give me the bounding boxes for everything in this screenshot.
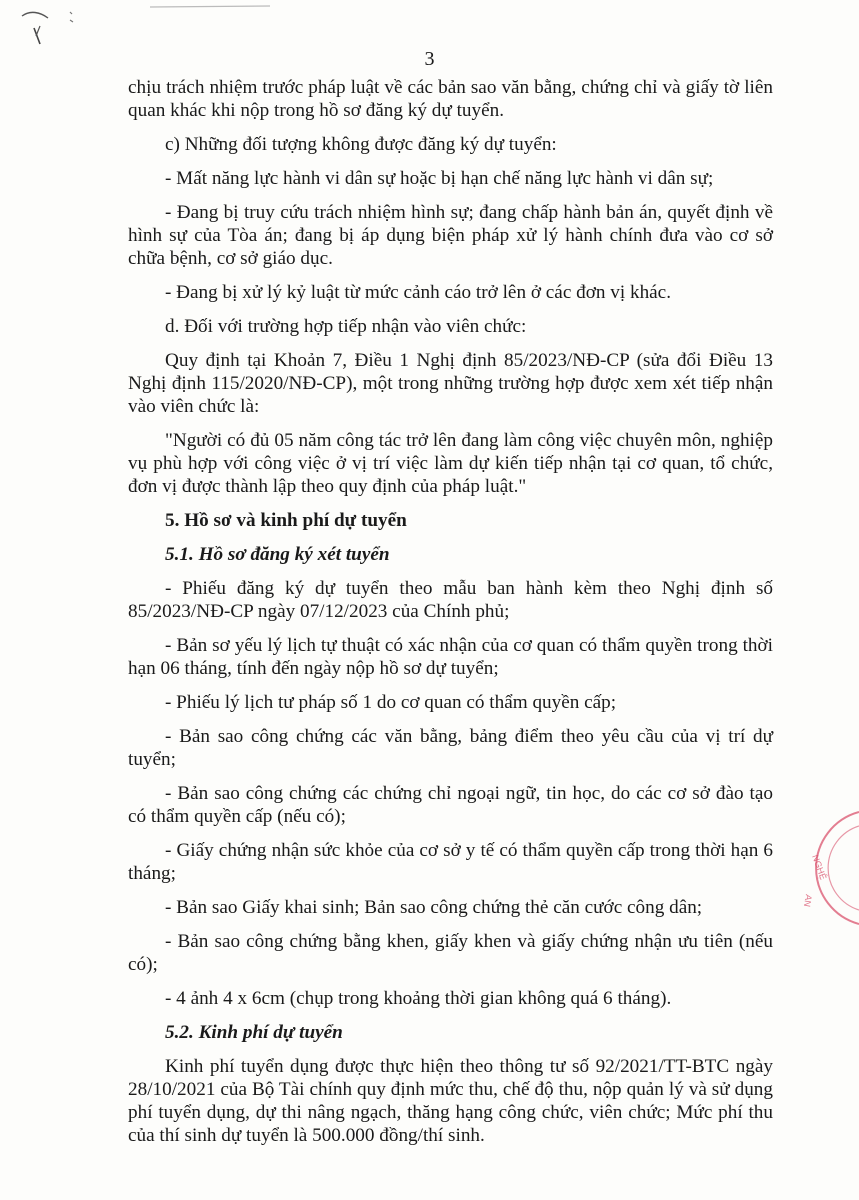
svg-text:NGHỆ: NGHỆ bbox=[810, 853, 829, 882]
svg-text:AN: AN bbox=[801, 893, 814, 908]
seal-stamp-fragment bbox=[782, 808, 859, 928]
section-5-title: 5. Hồ sơ và kinh phí dự tuyển bbox=[165, 510, 407, 531]
section-5-2-title: 5.2. Kinh phí dự tuyển bbox=[165, 1022, 343, 1043]
dossier-item: - Bản sao công chứng các văn bằng, bảng điểm theo yêu cầu của vị trí dự tuyển; bbox=[128, 726, 773, 770]
paragraph-transfer-heading: d. Đối với trường hợp tiếp nhận vào viên chức: bbox=[165, 316, 527, 337]
dossier-item: - Bản sao công chứng bằng khen, giấy khen và giấy chứng nhận ưu tiên (nếu có); bbox=[128, 931, 773, 975]
paragraph-transfer-quote: "Người có đủ 05 năm công tác trở lên đang làm công việc chuyên môn, nghiệp vụ phù hợp với công việc ở vị trí việc làm dự kiến tiếp nhận tại cơ quan, tổ chức, đơn vị được thành lập theo quy định của pháp luật." bbox=[128, 430, 773, 497]
paragraph-ineligible-item: - Đang bị xử lý kỷ luật từ mức cảnh cáo trở lên ở các đơn vị khác. bbox=[165, 282, 671, 303]
dossier-item: - Phiếu lý lịch tư pháp số 1 do cơ quan có thẩm quyền cấp; bbox=[165, 692, 617, 713]
dossier-item: - Giấy chứng nhận sức khỏe của cơ sở y tế có thẩm quyền cấp trong thời hạn 6 tháng; bbox=[128, 840, 773, 884]
paragraph-ineligible-item: - Đang bị truy cứu trách nhiệm hình sự; đang chấp hành bản án, quyết định về hình sự của Tòa án; đang bị áp dụng biện pháp xử lý hành chính đưa vào cơ sở chữa bệnh, cơ sở giáo dục. bbox=[128, 202, 773, 269]
section-5-1-title: 5.1. Hồ sơ đăng ký xét tuyển bbox=[165, 544, 390, 565]
dossier-item: - Bản sơ yếu lý lịch tự thuật có xác nhận của cơ quan có thẩm quyền trong thời hạn 06 tháng, tính đến ngày nộp hồ sơ dự tuyển; bbox=[128, 635, 773, 679]
paragraph-ineligible-item: - Mất năng lực hành vi dân sự hoặc bị hạn chế năng lực hành vi dân sự; bbox=[165, 168, 714, 189]
dossier-item: - 4 ảnh 4 x 6cm (chụp trong khoảng thời gian không quá 6 tháng). bbox=[165, 988, 672, 1009]
paragraph-transfer-rule: Quy định tại Khoản 7, Điều 1 Nghị định 85/2023/NĐ-CP (sửa đổi Điều 13 Nghị định 115/2020/NĐ-CP), một trong những trường hợp được xem xét tiếp nhận vào viên chức là: bbox=[128, 350, 773, 417]
paragraph-ineligible-heading: c) Những đối tượng không được đăng ký dự tuyển: bbox=[165, 134, 557, 155]
document-body bbox=[128, 76, 773, 1158]
page-number: 3 bbox=[424, 48, 435, 70]
fee-paragraph: Kinh phí tuyển dụng được thực hiện theo thông tư số 92/2021/TT-BTC ngày 28/10/2021 của Bộ Tài chính quy định mức thu, chế độ thu, nộp quản lý và sử dụng phí tuyển dụng, dự thi nâng ngạch, thăng hạng công chức, viên chức; Mức phí thu của thí sinh dự tuyển là 500.000 đồng/thí sinh. bbox=[128, 1056, 773, 1146]
dossier-item: - Bản sao công chứng các chứng chỉ ngoại ngữ, tin học, do các cơ sở đào tạo có thẩm quyền cấp (nếu có); bbox=[128, 783, 773, 827]
dossier-item: - Phiếu đăng ký dự tuyển theo mẫu ban hành kèm theo Nghị định số 85/2023/NĐ-CP ngày 07/12/2023 của Chính phủ; bbox=[128, 578, 773, 622]
scan-artifact-mark bbox=[18, 6, 88, 48]
dossier-item: - Bản sao Giấy khai sinh; Bản sao công chứng thẻ căn cước công dân; bbox=[165, 897, 703, 918]
scan-artifact-line bbox=[150, 4, 270, 10]
paragraph-continuation: chịu trách nhiệm trước pháp luật về các bản sao văn bằng, chứng chỉ và giấy tờ liên quan khác khi nộp trong hồ sơ đăng ký dự tuyển. bbox=[128, 77, 773, 121]
